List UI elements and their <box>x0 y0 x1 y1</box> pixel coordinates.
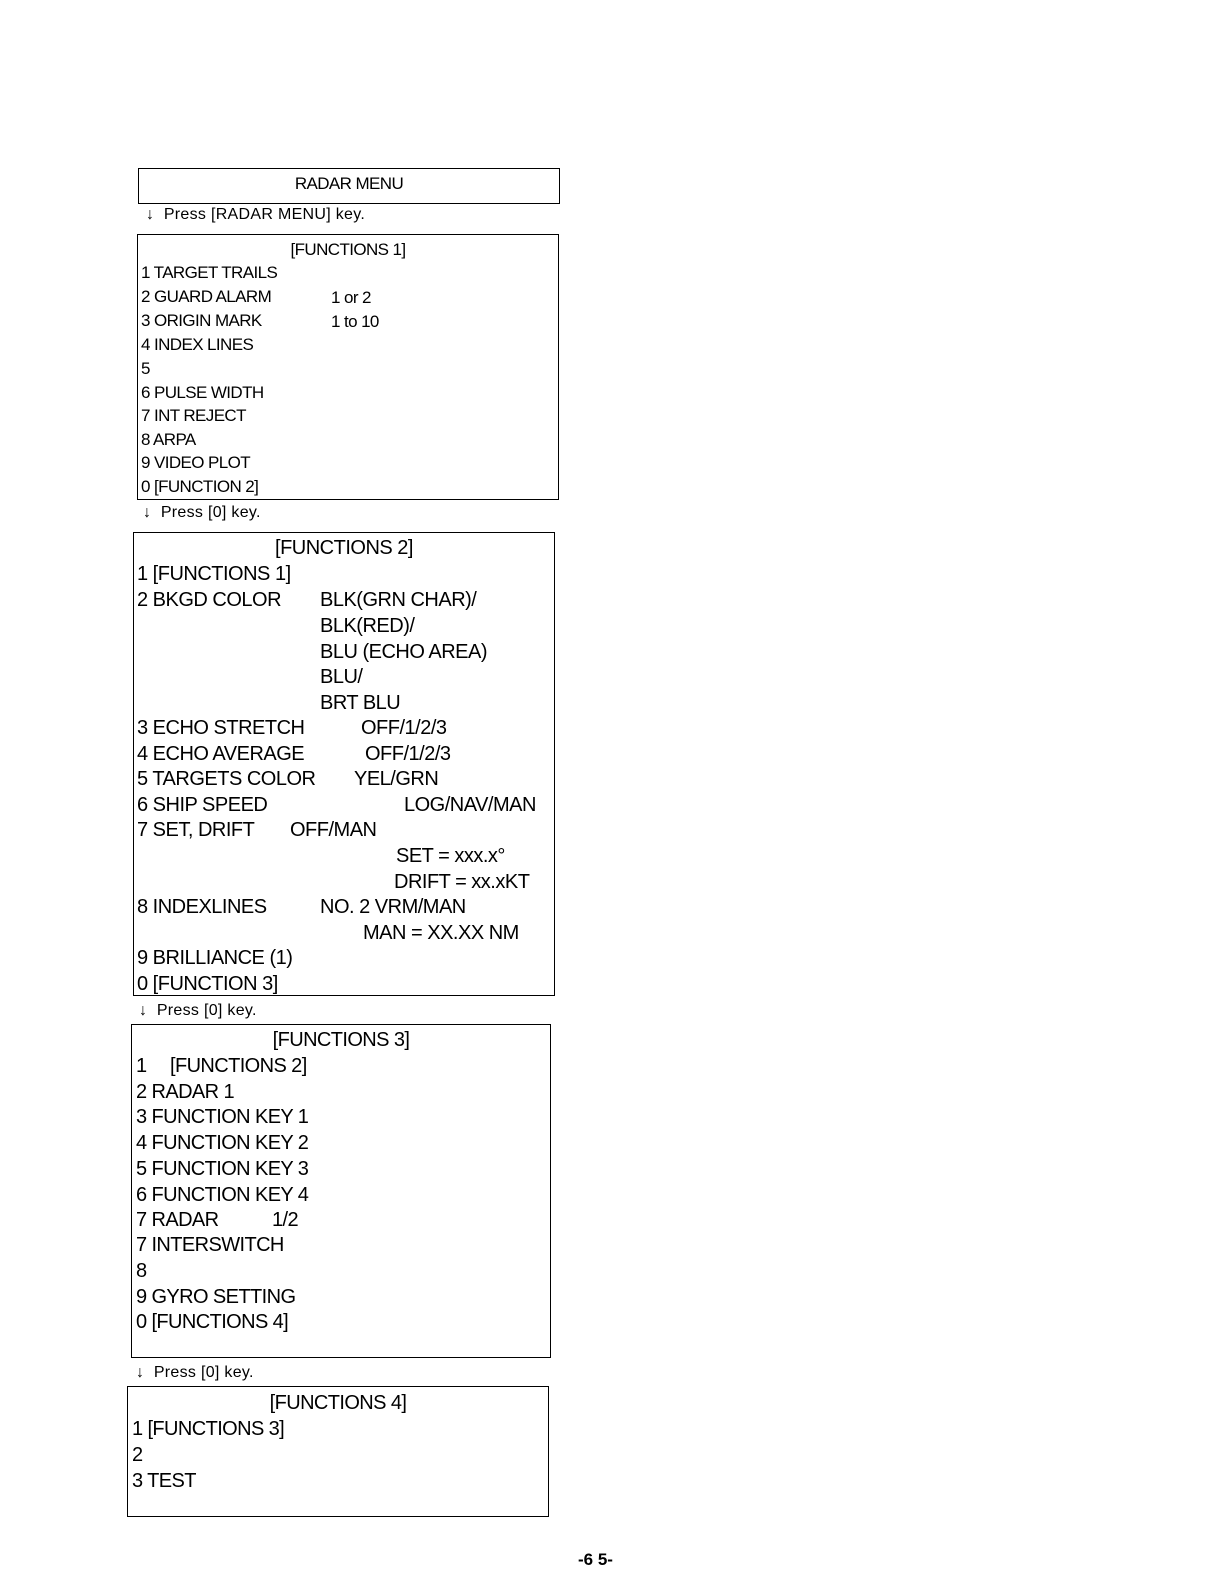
menu-item[interactable]: 9 GYRO SETTING <box>136 1286 296 1308</box>
down-arrow-icon: ↓ <box>143 504 152 521</box>
menu-item[interactable]: 7 INTERSWITCH <box>136 1234 284 1256</box>
menu-item-value: OFF/1/2/3 <box>361 717 447 739</box>
menu-item-value: YEL/GRN <box>354 768 439 790</box>
menu-item[interactable]: 6 SHIP SPEED <box>137 794 268 816</box>
functions-3-box <box>131 1024 551 1358</box>
menu-item-value: DRIFT = xx.xKT <box>394 871 530 893</box>
menu-item-value: SET = xxx.x° <box>396 845 505 867</box>
menu-item[interactable]: 5 <box>141 359 150 378</box>
functions-2-title: [FUNCTIONS 2] <box>275 537 413 559</box>
menu-item[interactable]: 6 PULSE WIDTH <box>141 383 264 402</box>
radar-menu-title: RADAR MENU <box>294 174 404 193</box>
functions-4-box <box>127 1386 549 1517</box>
menu-item-value: OFF/1/2/3 <box>365 743 451 765</box>
menu-item-value: 1 or 2 <box>331 288 371 307</box>
menu-item[interactable]: 0 [FUNCTION 3] <box>137 973 278 995</box>
page-number: -6 5- <box>578 1550 613 1569</box>
menu-item[interactable]: 4 INDEX LINES <box>141 335 254 354</box>
menu-item[interactable]: 3 TEST <box>132 1470 196 1492</box>
menu-item[interactable]: 1 TARGET TRAILS <box>141 263 278 282</box>
functions-2-box <box>133 532 555 996</box>
menu-item-value: BLK(RED)/ <box>320 615 415 637</box>
menu-item[interactable]: 1 [FUNCTIONS 1] <box>137 563 291 585</box>
menu-item[interactable]: 0 [FUNCTION 2] <box>141 477 259 496</box>
menu-item-value: LOG/NAV/MAN <box>404 794 536 816</box>
step-1 <box>146 206 365 224</box>
menu-item-value: NO. 2 VRM/MAN <box>320 896 466 918</box>
menu-item-value: MAN = XX.XX NM <box>363 922 519 944</box>
step-2-text: Press [0] key. <box>160 504 261 521</box>
down-arrow-icon: ↓ <box>136 1364 145 1381</box>
menu-item-value: 1 to 10 <box>331 312 379 331</box>
menu-item[interactable]: 2 GUARD ALARM <box>141 287 272 306</box>
menu-item[interactable]: 8 INDEXLINES <box>137 896 267 918</box>
menu-item[interactable]: 1 [FUNCTIONS 3] <box>132 1418 285 1440</box>
functions-1-title: [FUNCTIONS 1] <box>290 240 406 259</box>
step-3 <box>139 1002 257 1020</box>
down-arrow-icon: ↓ <box>146 206 155 223</box>
menu-item[interactable]: 9 VIDEO PLOT <box>141 453 251 472</box>
functions-1-box <box>137 234 559 500</box>
radar-menu-box <box>138 168 560 204</box>
menu-item[interactable]: 1 <box>136 1055 147 1077</box>
down-arrow-icon: ↓ <box>139 1002 148 1019</box>
menu-item[interactable]: 0 [FUNCTIONS 4] <box>136 1311 289 1333</box>
menu-item[interactable]: 5 TARGETS COLOR <box>137 768 316 790</box>
menu-item[interactable]: 8 ARPA <box>141 430 196 449</box>
menu-item[interactable]: 6 FUNCTION KEY 4 <box>136 1184 309 1206</box>
menu-item[interactable]: 5 FUNCTION KEY 3 <box>136 1158 309 1180</box>
menu-item-value: BRT BLU <box>320 692 401 714</box>
menu-item[interactable]: 2 BKGD COLOR <box>137 589 282 611</box>
menu-item[interactable]: 7 INT REJECT <box>141 406 246 425</box>
menu-item[interactable]: 7 SET, DRIFT <box>137 819 255 841</box>
step-1-text: Press [RADAR MENU] key. <box>163 206 366 223</box>
menu-item[interactable]: 7 RADAR <box>136 1209 219 1231</box>
menu-item[interactable]: 4 FUNCTION KEY 2 <box>136 1132 309 1154</box>
menu-item-value: BLU/ <box>320 666 363 688</box>
step-3-text: Press [0] key. <box>156 1002 257 1019</box>
menu-item-value: BLK(GRN CHAR)/ <box>320 589 477 611</box>
menu-item[interactable]: 9 BRILLIANCE (1) <box>137 947 293 969</box>
menu-item[interactable]: 8 <box>136 1260 147 1282</box>
menu-item[interactable]: 3 ORIGIN MARK <box>141 311 262 330</box>
menu-item[interactable]: 2 RADAR 1 <box>136 1081 234 1103</box>
step-4-text: Press [0] key. <box>153 1364 254 1381</box>
menu-item[interactable]: 4 ECHO AVERAGE <box>137 743 305 765</box>
menu-item[interactable]: 2 <box>132 1444 143 1466</box>
menu-item[interactable]: 3 ECHO STRETCH <box>137 717 305 739</box>
menu-item-value: 1/2 <box>272 1209 299 1231</box>
menu-item-value: BLU (ECHO AREA) <box>320 641 487 663</box>
step-2 <box>143 504 261 522</box>
functions-3-title: [FUNCTIONS 3] <box>272 1029 410 1051</box>
menu-item[interactable]: 3 FUNCTION KEY 1 <box>136 1106 309 1128</box>
step-4 <box>136 1364 254 1382</box>
functions-4-title: [FUNCTIONS 4] <box>269 1392 407 1414</box>
menu-item-value: [FUNCTIONS 2] <box>170 1055 307 1077</box>
menu-item-value: OFF/MAN <box>290 819 377 841</box>
